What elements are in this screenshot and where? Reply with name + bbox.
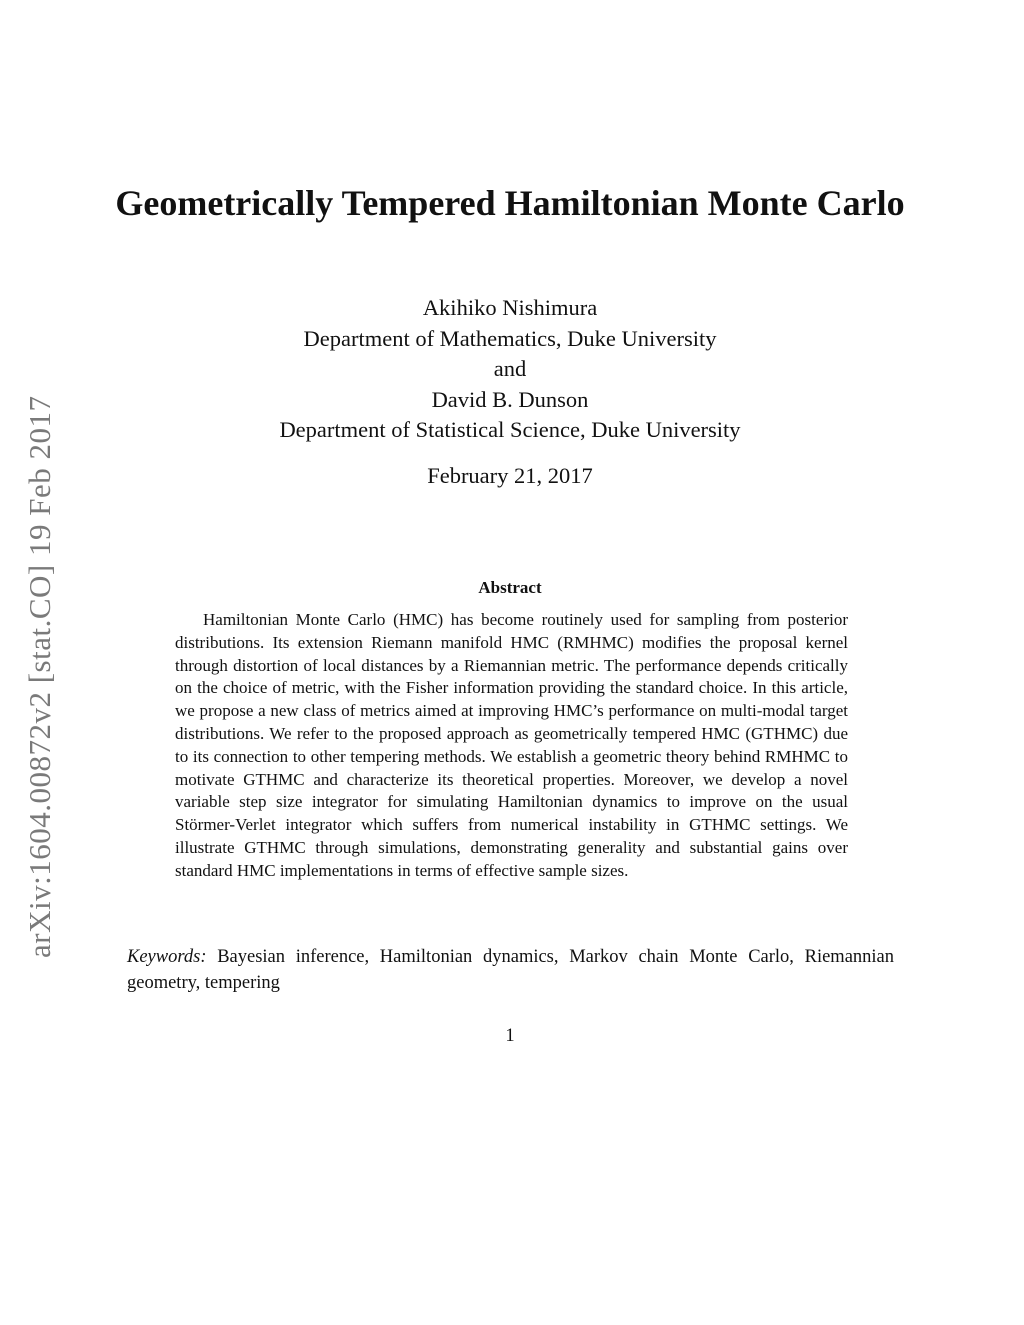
page-number: 1 xyxy=(505,1026,515,1046)
author-name: Akihiko Nishimura xyxy=(422,295,598,320)
paper-title: Geometrically Tempered Hamiltonian Monte Carlo xyxy=(115,183,905,223)
abstract-body: Hamiltonian Monte Carlo (HMC) has become routinely used for sampling from posterior distributions. Its extension Riemann manifold HMC (RMHMC) modifies the proposal kernel through distortion of local distances by a Riemannian metric. The performance depends critically on the choice of metric, with the Fisher information providing the standard choice. In this article, we propose a new class of metrics aimed at improving HMC’s performance on multi-modal target distributions. We refer to the proposed approach as geometrically tempered HMC (GTHMC) due to its connection to other tempering methods. We establish a geometric theory behind RMHMC to motivate GTHMC and characterize its theoretical properties. Moreover, we develop a novel variable step size integrator for simulating Hamiltonian dynamics to improve on the usual Störmer-Verlet integrator which suffers from numerical instability in GTHMC settings. We illustrate GTHMC through simulations, demonstrating generality and substantial gains over standard HMC implementations in terms of effective sample sizes. xyxy=(175,610,848,880)
keywords-section xyxy=(127,944,894,996)
keywords-list: Bayesian inference, Hamiltonian dynamics, Markov chain Monte Carlo, Riemannian geometry, tempering xyxy=(127,947,895,993)
author-conjunction: and xyxy=(493,356,527,381)
abstract-heading: Abstract xyxy=(478,578,542,597)
author-block xyxy=(110,293,910,446)
paper-date: February 21, 2017 xyxy=(427,463,593,488)
keywords-label: Keywords: xyxy=(127,947,207,967)
author-affiliation: Department of Statistical Science, Duke University xyxy=(279,417,741,442)
arxiv-identifier-stamp: arXiv:1604.00872v2 [stat.CO] 19 Feb 2017 xyxy=(22,395,57,958)
author-name: David B. Dunson xyxy=(431,386,589,412)
author-affiliation: Department of Mathematics, Duke University xyxy=(303,325,717,351)
